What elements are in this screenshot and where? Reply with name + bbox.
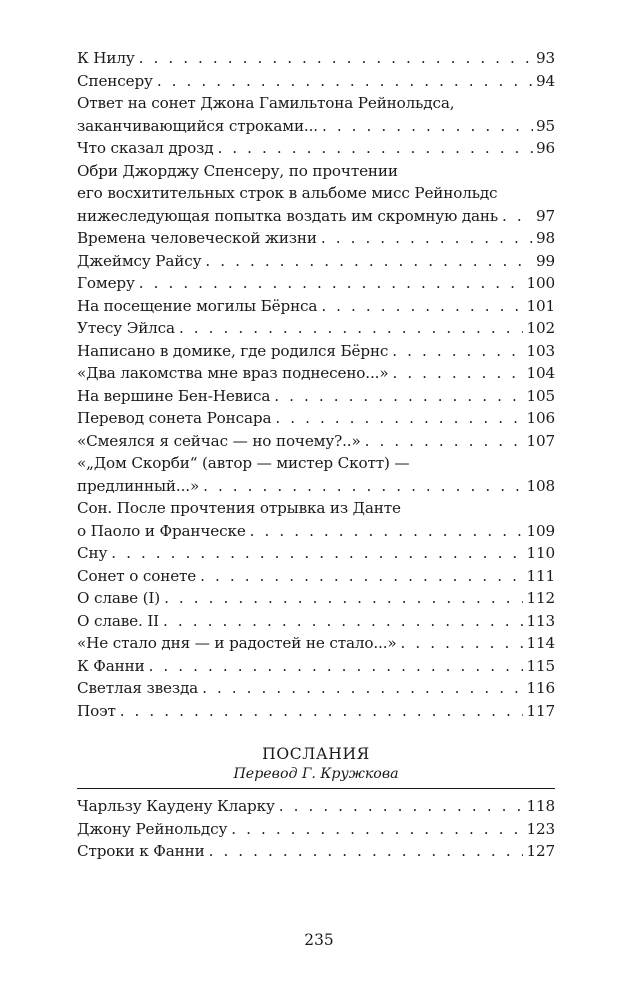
toc-entry-page: 96 bbox=[535, 139, 555, 157]
toc-entry-page: 95 bbox=[535, 116, 555, 135]
toc-entry-title-line: Ответ на сонет Джона Гамильтона Рейнольдса, bbox=[77, 94, 455, 112]
toc-entry bbox=[77, 385, 555, 408]
toc-entry bbox=[77, 362, 555, 385]
section-translator: Перевод Г. Кружкова bbox=[233, 766, 399, 782]
toc-entry-title: На вершине Бен-Невиса bbox=[77, 386, 271, 405]
toc-entry bbox=[77, 677, 555, 700]
dot-leader bbox=[111, 542, 523, 565]
dot-leader bbox=[120, 700, 524, 723]
toc-entry-page: 116 bbox=[526, 679, 555, 697]
dot-leader bbox=[179, 317, 524, 340]
toc-entry-row bbox=[77, 610, 555, 633]
toc-entry bbox=[77, 840, 555, 863]
toc-entry-page: 115 bbox=[526, 656, 555, 675]
dot-leader bbox=[321, 295, 523, 318]
toc-entry-title: Гомеру bbox=[77, 274, 135, 292]
toc-entry-title-line: его восхитительных строк в альбоме мисс Рейнольдс bbox=[77, 184, 498, 202]
toc-entry bbox=[77, 587, 555, 610]
toc-entry-title: Сонет о сонете bbox=[77, 566, 197, 585]
toc-entry-title: Строки к Фанни bbox=[77, 842, 205, 860]
toc-entry-row bbox=[77, 115, 555, 138]
toc-entry-page: 103 bbox=[526, 341, 555, 360]
toc-entry-row bbox=[77, 407, 555, 430]
toc-entry-page: 105 bbox=[526, 386, 555, 405]
toc-entry-page: 118 bbox=[526, 797, 555, 815]
toc-entry-page: 99 bbox=[535, 251, 555, 270]
dot-leader bbox=[392, 340, 523, 363]
dot-leader bbox=[321, 227, 533, 250]
toc-entry-title: Спенсеру bbox=[77, 71, 153, 90]
section-toc-list bbox=[77, 795, 555, 863]
toc-entry-title: Сну bbox=[77, 544, 108, 562]
toc-entry bbox=[77, 818, 555, 841]
table-of-contents bbox=[77, 47, 555, 863]
dot-leader bbox=[203, 475, 523, 498]
toc-entry-row bbox=[77, 542, 555, 565]
toc-entry-title: Чарльзу Каудену Кларку bbox=[77, 797, 275, 815]
toc-entry-page: 101 bbox=[526, 296, 555, 315]
toc-entry-page: 112 bbox=[526, 589, 555, 607]
dot-leader bbox=[202, 677, 523, 700]
dot-leader bbox=[401, 632, 524, 655]
toc-entry-title: Светлая звезда bbox=[77, 679, 199, 697]
toc-entry-title: нижеследующая попытка воздать им скромную дань bbox=[77, 206, 499, 225]
toc-entry-page: 113 bbox=[526, 611, 555, 630]
toc-entry bbox=[77, 795, 555, 818]
toc-entry bbox=[77, 47, 555, 70]
toc-entry-title: «Не стало дня — и радостей не стало...» bbox=[77, 634, 397, 652]
toc-entry-row bbox=[77, 227, 555, 250]
dot-leader bbox=[139, 272, 524, 295]
toc-entry-row bbox=[77, 295, 555, 318]
dot-leader bbox=[365, 430, 524, 453]
toc-entry bbox=[77, 92, 555, 137]
toc-entry-page: 107 bbox=[526, 431, 555, 450]
toc-entry bbox=[77, 565, 555, 588]
toc-entry-title: «Смеялся я сейчас — но почему?..» bbox=[77, 431, 361, 450]
toc-entry-row bbox=[77, 840, 555, 863]
toc-entry-row bbox=[77, 520, 555, 543]
toc-entry-row bbox=[77, 677, 555, 700]
dot-leader bbox=[275, 407, 523, 430]
toc-entry bbox=[77, 632, 555, 655]
dot-leader bbox=[205, 250, 533, 273]
toc-entry-row bbox=[77, 818, 555, 841]
dot-leader bbox=[250, 520, 524, 543]
toc-entry-title: Что сказал дрозд bbox=[77, 139, 214, 157]
toc-entry-title: Джону Рейнольдсу bbox=[77, 819, 228, 838]
section-header bbox=[77, 744, 555, 789]
dot-leader bbox=[502, 205, 533, 228]
toc-entry-page: 109 bbox=[526, 521, 555, 540]
toc-entry bbox=[77, 340, 555, 363]
dot-leader bbox=[322, 115, 533, 138]
toc-entry-row bbox=[77, 587, 555, 610]
toc-entry-title: Времена человеческой жизни bbox=[77, 229, 317, 247]
toc-entry-row bbox=[77, 70, 555, 93]
toc-entry-row bbox=[77, 475, 555, 498]
toc-entry-row bbox=[77, 655, 555, 678]
dot-leader bbox=[392, 362, 523, 385]
toc-entry bbox=[77, 317, 555, 340]
toc-entry-row bbox=[77, 795, 555, 818]
toc-entry-page: 110 bbox=[526, 544, 555, 562]
toc-entry-title-line: «„Дом Скорби“ (автор — мистер Скотт) — bbox=[77, 454, 410, 472]
toc-entry bbox=[77, 407, 555, 430]
toc-entry-page: 108 bbox=[526, 476, 555, 495]
toc-entry-page: 114 bbox=[526, 634, 555, 652]
toc-entry-row bbox=[77, 565, 555, 588]
toc-entry bbox=[77, 227, 555, 250]
toc-entry bbox=[77, 452, 555, 497]
toc-entry-row bbox=[77, 385, 555, 408]
toc-entry bbox=[77, 272, 555, 295]
toc-entry-title: «Два лакомства мне враз поднесено...» bbox=[77, 364, 389, 382]
toc-entry-page: 97 bbox=[535, 206, 555, 225]
toc-entry bbox=[77, 137, 555, 160]
toc-entry-row bbox=[77, 272, 555, 295]
toc-entry-page: 102 bbox=[526, 319, 555, 337]
toc-entry-page: 123 bbox=[526, 819, 555, 838]
dot-leader bbox=[163, 610, 523, 633]
toc-entry-row bbox=[77, 700, 555, 723]
toc-entry-title: Написано в домике, где родился Бёрнс bbox=[77, 341, 389, 360]
dot-leader bbox=[217, 137, 533, 160]
toc-entry-title: Утесу Эйлса bbox=[77, 319, 175, 337]
toc-entry bbox=[77, 160, 555, 228]
toc-entry-title: О славе. II bbox=[77, 611, 160, 630]
dot-leader bbox=[157, 70, 533, 93]
toc-entry-row bbox=[77, 250, 555, 273]
toc-entry-title: К Нилу bbox=[77, 49, 135, 67]
toc-entry-row bbox=[77, 47, 555, 70]
toc-entry-title-line: Обри Джорджу Спенсеру, по прочтении bbox=[77, 161, 398, 180]
toc-entry bbox=[77, 542, 555, 565]
toc-entry bbox=[77, 430, 555, 453]
toc-entry bbox=[77, 250, 555, 273]
toc-entry-title: о Паоло и Франческе bbox=[77, 521, 246, 540]
page-number: 235 bbox=[304, 931, 334, 949]
toc-entry-row bbox=[77, 317, 555, 340]
toc-entry-row bbox=[77, 362, 555, 385]
toc-entry-page: 94 bbox=[535, 71, 555, 90]
toc-entry-title: Перевод сонета Ронсара bbox=[77, 409, 272, 427]
toc-entry bbox=[77, 700, 555, 723]
toc-entry-row bbox=[77, 205, 555, 228]
toc-entry-title: О славе (I) bbox=[77, 589, 161, 607]
toc-entry-title: К Фанни bbox=[77, 656, 145, 675]
toc-entry bbox=[77, 610, 555, 633]
toc-entry-title: предлинный...» bbox=[77, 476, 200, 495]
dot-leader bbox=[231, 818, 523, 841]
toc-entry-page: 93 bbox=[535, 49, 555, 67]
toc-entry-row bbox=[77, 632, 555, 655]
dot-leader bbox=[164, 587, 523, 610]
toc-entry-page: 104 bbox=[526, 364, 555, 382]
section-title: ПОСЛАНИЯ bbox=[262, 745, 370, 763]
toc-entry-page: 106 bbox=[526, 409, 555, 427]
toc-entry-page: 117 bbox=[526, 701, 555, 720]
toc-entry bbox=[77, 655, 555, 678]
toc-entry-page: 98 bbox=[535, 229, 555, 247]
toc-entry-title-line: Сон. После прочтения отрывка из Данте bbox=[77, 499, 401, 517]
dot-leader bbox=[279, 795, 524, 818]
toc-entry-title: На посещение могилы Бёрнса bbox=[77, 296, 318, 315]
toc-entry-row bbox=[77, 137, 555, 160]
dot-leader bbox=[139, 47, 533, 70]
toc-entry bbox=[77, 70, 555, 93]
section-divider bbox=[77, 788, 555, 789]
toc-entry-title: Джеймсу Райсу bbox=[77, 251, 202, 270]
dot-leader bbox=[149, 655, 524, 678]
toc-entry-title: Поэт bbox=[77, 701, 116, 720]
toc-entry-page: 100 bbox=[526, 274, 555, 292]
toc-entry-row bbox=[77, 430, 555, 453]
toc-entry bbox=[77, 497, 555, 542]
toc-list bbox=[77, 47, 555, 722]
toc-entry-row bbox=[77, 340, 555, 363]
toc-entry-page: 127 bbox=[526, 842, 555, 860]
dot-leader bbox=[209, 840, 524, 863]
dot-leader bbox=[274, 385, 523, 408]
dot-leader bbox=[200, 565, 523, 588]
toc-entry-title: заканчивающийся строками... bbox=[77, 116, 318, 135]
toc-entry-page: 111 bbox=[526, 566, 555, 585]
toc-entry bbox=[77, 295, 555, 318]
